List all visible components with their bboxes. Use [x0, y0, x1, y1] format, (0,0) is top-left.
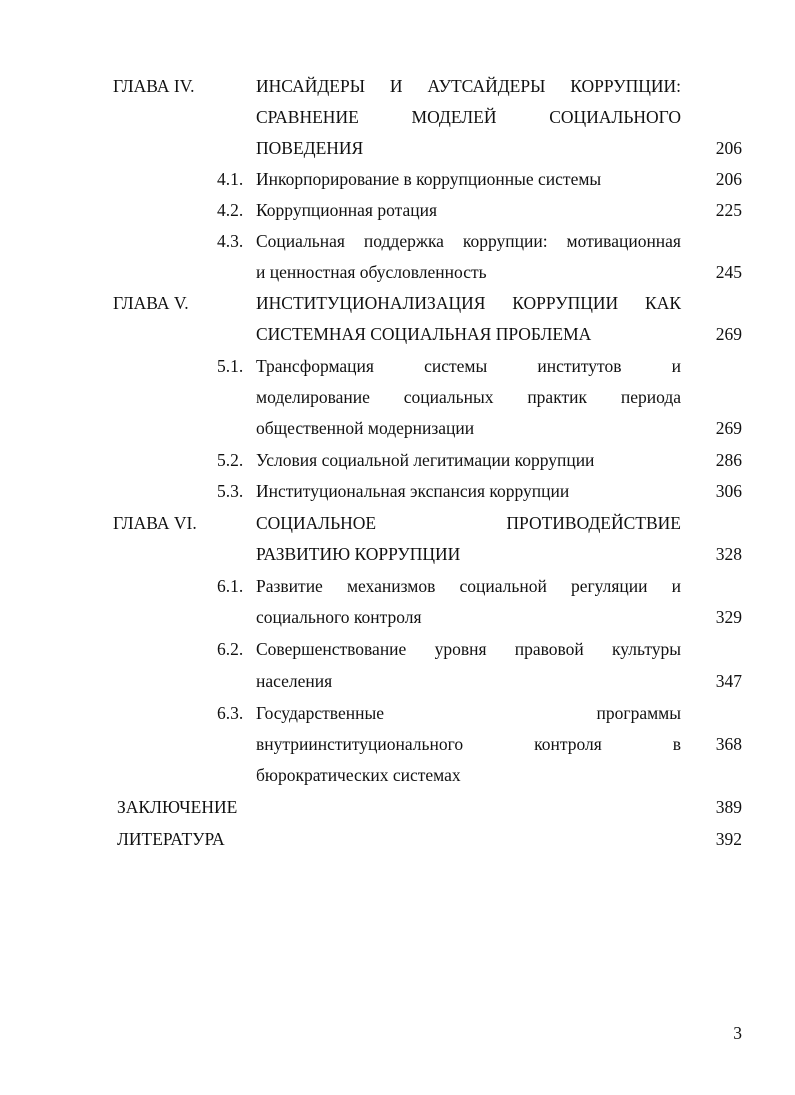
section-5-1-page: 269 [715, 418, 742, 438]
section-6-2-title-line: населения [256, 671, 333, 691]
chapter-4-page: 206 [715, 138, 742, 158]
literature-page: 392 [715, 829, 742, 849]
section-5-1-number: 5.1. [217, 356, 244, 376]
section-6-3-title-line: внутриинституционального контроля в [256, 734, 681, 754]
section-6-1-title-line: Развитие механизмов социальной регуляции и [256, 576, 681, 596]
section-4-1-page: 206 [715, 169, 742, 189]
section-4-3-title-line: Социальная поддержка коррупции: мотивационная [256, 231, 681, 251]
chapter-4-title-line: СРАВНЕНИЕ МОДЕЛЕЙ СОЦИАЛЬНОГО [256, 107, 681, 127]
literature-label: ЛИТЕРАТУРА [117, 829, 225, 849]
section-5-1-title-line: моделирование социальных практик периода [256, 387, 681, 407]
section-5-1-title-line: Трансформация системы институтов и [256, 356, 681, 376]
chapter-5-page: 269 [715, 324, 742, 344]
section-6-1-title-line: социального контроля [256, 607, 422, 627]
section-5-2-title: Условия социальной легитимации коррупции [256, 450, 595, 470]
conclusion-page: 389 [715, 797, 742, 817]
section-4-1-title: Инкорпорирование в коррупционные системы [256, 169, 602, 189]
section-6-2-number: 6.2. [217, 639, 244, 659]
chapter-6-title-line: СОЦИАЛЬНОЕ ПРОТИВОДЕЙСТВИЕ [256, 513, 681, 533]
section-4-1-number: 4.1. [217, 169, 244, 189]
section-6-1-page: 329 [715, 607, 742, 627]
section-5-1-title-line: общественной модернизации [256, 418, 475, 438]
section-4-2-page: 225 [715, 200, 742, 220]
section-5-2-page: 286 [715, 450, 742, 470]
chapter-6-title-line: РАЗВИТИЮ КОРРУПЦИИ [256, 544, 461, 564]
chapter-5-title-line: ИНСТИТУЦИОНАЛИЗАЦИЯ КОРРУПЦИИ КАК [256, 293, 681, 313]
section-6-3-page: 368 [715, 734, 742, 754]
chapter-5-label: ГЛАВА V. [113, 293, 189, 313]
chapter-5-title-line: СИСТЕМНАЯ СОЦИАЛЬНАЯ ПРОБЛЕМА [256, 324, 592, 344]
conclusion-label: ЗАКЛЮЧЕНИЕ [117, 797, 238, 817]
section-6-2-title-line: Совершенствование уровня правовой культуры [256, 639, 681, 659]
section-4-3-title-line: и ценностная обусловленность [256, 262, 487, 282]
chapter-6-page: 328 [715, 544, 742, 564]
section-6-3-title-line: Государственные программы [256, 703, 681, 723]
chapter-6-label: ГЛАВА VI. [113, 513, 197, 533]
section-5-3-page: 306 [715, 481, 742, 501]
section-4-3-number: 4.3. [217, 231, 244, 251]
section-4-3-page: 245 [715, 262, 742, 282]
section-4-2-number: 4.2. [217, 200, 244, 220]
chapter-4-label: ГЛАВА IV. [113, 76, 195, 96]
section-6-1-number: 6.1. [217, 576, 244, 596]
page-number: 3 [733, 1023, 742, 1043]
section-5-3-title: Институциональная экспансия коррупции [256, 481, 570, 501]
section-6-3-title-line: бюрократических системах [256, 765, 461, 785]
section-5-3-number: 5.3. [217, 481, 244, 501]
chapter-4-title-line: ПОВЕДЕНИЯ [256, 138, 364, 158]
chapter-4-title-line: ИНСАЙДЕРЫ И АУТСАЙДЕРЫ КОРРУПЦИИ: [256, 76, 681, 96]
section-5-2-number: 5.2. [217, 450, 244, 470]
section-6-3-number: 6.3. [217, 703, 244, 723]
section-4-2-title: Коррупционная ротация [256, 200, 438, 220]
section-6-2-page: 347 [715, 671, 742, 691]
